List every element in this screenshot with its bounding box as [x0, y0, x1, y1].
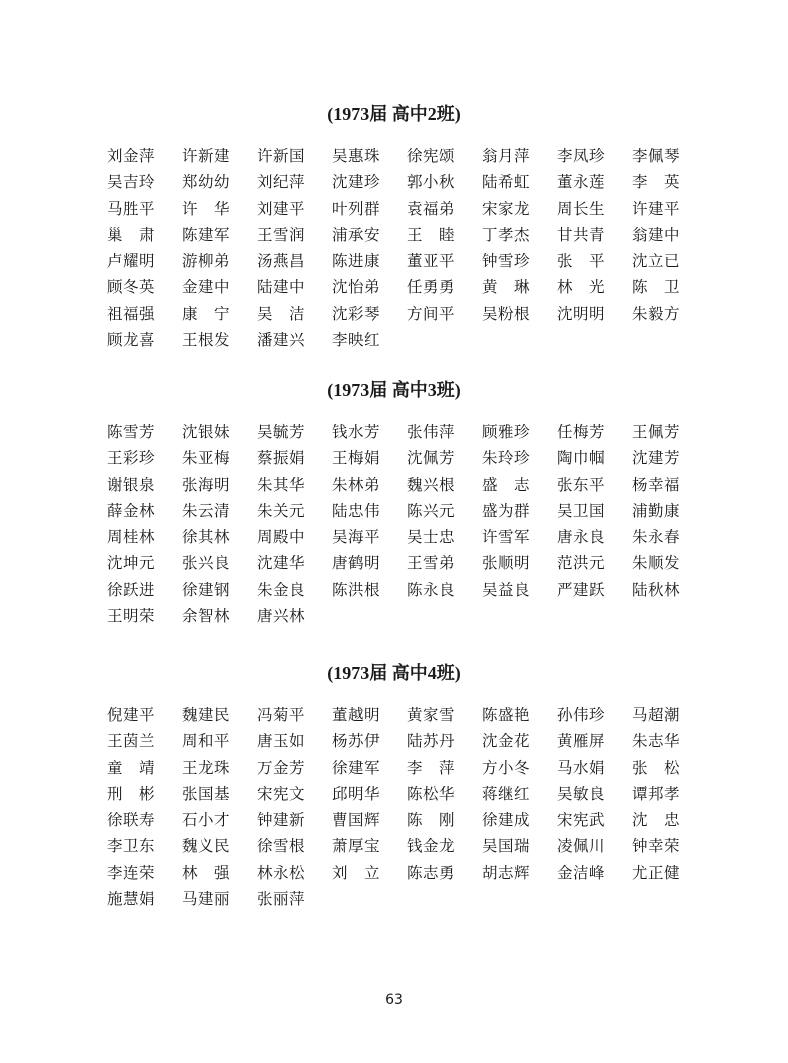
section-title: (1973届 高中3班) [327, 380, 461, 400]
student-name: 张 松 [632, 758, 681, 777]
student-name: 陈松华 [407, 784, 456, 803]
student-name: 魏建民 [182, 706, 231, 724]
student-name: 浦承安 [332, 225, 381, 244]
student-name: 巢 肃 [107, 225, 156, 244]
student-name: 潘建兴 [257, 331, 306, 350]
student-name: 朱林弟 [332, 475, 381, 494]
student-name: 盛为群 [482, 501, 531, 520]
section-title: (1973届 高中2班) [327, 104, 461, 124]
student-name: 王龙珠 [182, 758, 231, 777]
student-name: 张顺明 [482, 554, 531, 573]
student-name: 郑幼幼 [182, 173, 231, 192]
student-name: 吴国瑞 [482, 837, 531, 856]
student-name: 陈永良 [407, 580, 456, 599]
student-name: 王茵兰 [107, 732, 156, 751]
student-name: 沈佩芳 [407, 449, 456, 468]
student-name: 方小冬 [482, 758, 531, 777]
student-name: 吴益良 [482, 580, 531, 599]
student-name: 陈志勇 [407, 863, 456, 882]
student-name: 朱顺发 [632, 554, 681, 573]
student-name: 吴敏良 [557, 784, 606, 803]
student-name: 任勇勇 [407, 278, 456, 297]
student-name: 朱志华 [632, 732, 681, 751]
student-name: 张兴良 [182, 554, 231, 573]
section-title: (1973届 高中4班) [327, 663, 461, 683]
student-name: 刘纪萍 [257, 173, 306, 192]
student-name: 祖福强 [107, 304, 156, 323]
student-name: 林 强 [182, 863, 231, 882]
student-name: 金建中 [182, 278, 231, 297]
student-name: 董永莲 [557, 173, 606, 192]
student-name: 周殿中 [257, 528, 306, 547]
student-name: 万金芳 [257, 758, 306, 777]
student-name: 黄家雪 [407, 706, 456, 724]
student-name: 李映红 [332, 331, 381, 350]
student-name: 许 华 [182, 199, 231, 218]
student-name: 沈怡弟 [332, 278, 381, 297]
student-name: 陈雪芳 [107, 423, 156, 441]
student-name: 冯菊平 [257, 706, 306, 724]
student-name: 徐建钢 [182, 580, 231, 599]
student-name: 王雪弟 [407, 554, 456, 573]
student-name: 唐永良 [557, 528, 606, 547]
student-name: 陆苏丹 [407, 732, 456, 751]
student-name: 陈洪根 [332, 580, 381, 599]
student-name: 徐联寿 [107, 811, 156, 830]
student-name: 王雪润 [257, 225, 306, 244]
student-name: 沈坤元 [107, 554, 156, 573]
student-name: 浦勤康 [632, 501, 681, 520]
student-name: 余智林 [182, 607, 231, 626]
student-name: 徐建成 [482, 811, 531, 830]
student-name: 翁月萍 [482, 147, 531, 165]
student-name: 马超潮 [632, 706, 681, 724]
student-name: 张伟萍 [407, 423, 456, 441]
page-number: 63 [385, 992, 403, 1008]
student-name: 张海明 [182, 475, 231, 494]
student-name: 林 光 [557, 278, 606, 297]
student-name: 魏兴根 [407, 475, 456, 494]
student-name: 钟雪珍 [482, 252, 531, 271]
student-name: 徐建军 [332, 758, 381, 777]
student-name: 任梅芳 [557, 423, 606, 441]
student-name: 朱关元 [257, 501, 306, 520]
student-name: 范洪元 [557, 554, 606, 573]
student-name: 周长生 [557, 199, 606, 218]
student-name: 朱毅方 [632, 304, 681, 323]
student-name: 吴吉玲 [107, 173, 156, 192]
student-name: 朱其华 [257, 475, 306, 494]
student-name: 许新建 [182, 147, 231, 165]
student-name: 陆秋林 [632, 580, 681, 599]
student-name: 朱永春 [632, 528, 681, 547]
student-name: 陆建中 [257, 278, 306, 297]
student-name: 沈 忠 [632, 811, 681, 830]
student-name: 蒋继红 [482, 784, 531, 803]
student-name: 唐玉如 [257, 732, 306, 751]
student-name: 钟建新 [257, 811, 306, 830]
student-name: 顾雅珍 [482, 423, 531, 441]
student-name: 朱金良 [257, 580, 306, 599]
student-name: 钟幸荣 [632, 837, 681, 856]
student-name: 卢耀明 [107, 252, 156, 271]
student-name: 魏义民 [182, 837, 231, 856]
student-name: 黄雁屏 [557, 732, 606, 751]
student-name: 周桂林 [107, 528, 156, 547]
student-name: 陈兴元 [407, 501, 456, 520]
student-name: 朱亚梅 [182, 449, 231, 468]
student-name: 严建跃 [557, 580, 606, 599]
student-name: 倪建平 [107, 706, 156, 724]
student-name: 沈建珍 [332, 173, 381, 192]
name-list [107, 702, 707, 912]
student-name: 翁建中 [632, 225, 681, 244]
student-name: 李 英 [632, 173, 681, 192]
student-name: 许建平 [632, 199, 681, 218]
student-name: 沈建芳 [632, 449, 681, 468]
student-name: 顾龙喜 [107, 331, 156, 350]
student-name: 方间平 [407, 304, 456, 323]
student-name: 吴毓芳 [257, 423, 306, 441]
student-name: 张东平 [557, 475, 606, 494]
student-name: 沈明明 [557, 304, 606, 323]
student-name: 王彩珍 [107, 449, 156, 468]
student-name: 钱水芳 [332, 423, 381, 441]
student-name: 石小才 [182, 811, 231, 830]
student-name: 曹国辉 [332, 811, 381, 830]
student-name: 顾冬英 [107, 278, 156, 297]
student-name: 徐跃进 [107, 580, 156, 599]
student-name: 徐其林 [182, 528, 231, 547]
student-name: 郭小秋 [407, 173, 456, 192]
student-name: 周和平 [182, 732, 231, 751]
student-name: 沈彩琴 [332, 304, 381, 323]
student-name: 徐宪颂 [407, 147, 456, 165]
student-name: 谢银泉 [107, 475, 156, 494]
student-name: 沈银妹 [182, 423, 231, 441]
student-name: 徐雪根 [257, 837, 306, 856]
student-name: 陈进康 [332, 252, 381, 271]
student-name: 刘金萍 [107, 147, 156, 165]
student-name: 李卫东 [107, 837, 156, 856]
student-name: 蔡振娟 [257, 449, 306, 468]
student-name: 袁福弟 [407, 199, 456, 218]
student-name: 吴卫国 [557, 501, 606, 520]
student-name: 陈 卫 [632, 278, 681, 297]
student-name: 沈建华 [257, 554, 306, 573]
student-name: 董越明 [332, 706, 381, 724]
student-name: 吴惠珠 [332, 147, 381, 165]
student-name: 吴海平 [332, 528, 381, 547]
student-name: 马水娟 [557, 758, 606, 777]
student-name: 孙伟珍 [557, 706, 606, 724]
student-name: 沈立已 [632, 252, 681, 271]
student-name: 谭邦孝 [632, 784, 681, 803]
student-name: 丁孝杰 [482, 225, 531, 244]
student-name: 萧厚宝 [332, 837, 381, 856]
student-name: 陈建军 [182, 225, 231, 244]
student-name: 许新国 [257, 147, 306, 165]
student-name: 陶巾帼 [557, 449, 606, 468]
student-name: 刘 立 [332, 863, 381, 882]
student-name: 马建丽 [182, 890, 231, 909]
student-name: 邱明华 [332, 784, 381, 803]
name-list [107, 143, 707, 353]
student-name: 吴 洁 [257, 304, 306, 323]
student-name: 叶列群 [332, 199, 381, 218]
student-name: 朱玲珍 [482, 449, 531, 468]
student-name: 吴粉根 [482, 304, 531, 323]
student-name: 尤正健 [632, 863, 681, 882]
student-name: 李 萍 [407, 758, 456, 777]
student-name: 金洁峰 [557, 863, 606, 882]
student-name: 游柳弟 [182, 252, 231, 271]
student-name: 唐鹤明 [332, 554, 381, 573]
student-name: 王佩芳 [632, 423, 681, 441]
student-name: 陆忠伟 [332, 501, 381, 520]
student-name: 吴士忠 [407, 528, 456, 547]
student-name: 黄 琳 [482, 278, 531, 297]
student-name: 宋家龙 [482, 199, 531, 218]
student-name: 施慧娟 [107, 890, 156, 909]
student-name: 杨幸福 [632, 475, 681, 494]
student-name: 王明荣 [107, 607, 156, 626]
student-name: 李凤珍 [557, 147, 606, 165]
student-name: 杨苏伊 [332, 732, 381, 751]
student-name: 陈盛艳 [482, 706, 531, 724]
student-name: 朱云清 [182, 501, 231, 520]
student-name: 陆希虹 [482, 173, 531, 192]
student-name: 沈金花 [482, 732, 531, 751]
student-name: 李佩琴 [632, 147, 681, 165]
student-name: 张 平 [557, 252, 606, 271]
student-name: 盛 志 [482, 475, 531, 494]
student-name: 李连荣 [107, 863, 156, 882]
student-name: 凌佩川 [557, 837, 606, 856]
student-name: 刘建平 [257, 199, 306, 218]
student-name: 王根发 [182, 331, 231, 350]
student-name: 汤燕昌 [257, 252, 306, 271]
student-name: 童 靖 [107, 758, 156, 777]
student-name: 宋宪文 [257, 784, 306, 803]
student-name: 林永松 [257, 863, 306, 882]
student-name: 董亚平 [407, 252, 456, 271]
student-name: 陈 刚 [407, 811, 456, 830]
student-name: 康 宁 [182, 304, 231, 323]
student-name: 钱金龙 [407, 837, 456, 856]
student-name: 唐兴林 [257, 607, 306, 626]
student-name: 许雪军 [482, 528, 531, 547]
student-name: 王梅娟 [332, 449, 381, 468]
student-name: 王 睦 [407, 225, 456, 244]
name-list [107, 419, 707, 629]
student-name: 胡志辉 [482, 863, 531, 882]
student-name: 张国基 [182, 784, 231, 803]
student-name: 马胜平 [107, 199, 156, 218]
student-name: 宋宪武 [557, 811, 606, 830]
student-name: 甘共青 [557, 225, 606, 244]
student-name: 薛金林 [107, 501, 156, 520]
student-name: 张丽萍 [257, 890, 306, 909]
student-name: 刑 彬 [107, 784, 156, 803]
